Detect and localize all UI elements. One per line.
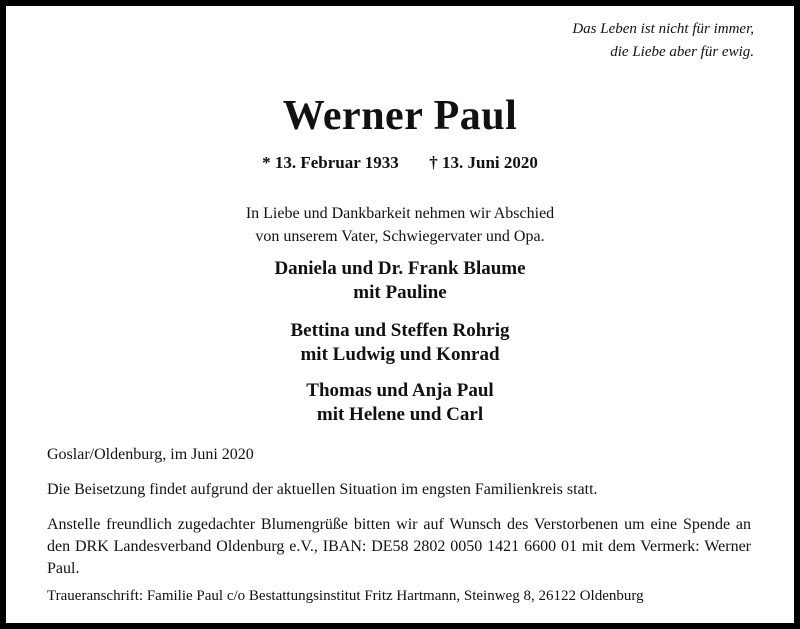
farewell-line-2: von unserem Vater, Schwiegervater und Opa. [255,228,545,245]
donation-note: Anstelle freundlich zugedachter Blumengrüße bitten wir auf Wunsch des Verstorbenen um eine Spende an den DRK Landesverband Oldenburg e.V., IBAN: DE58 2802 0050 1421 6600 01 mit dem Vermerk: Werner Paul. [47,516,751,577]
motto-line-2: die Liebe aber für ewig. [610,44,754,60]
obituary-notice [6,6,794,623]
death-date: 13. Juni 2020 [441,153,538,172]
family-names: Bettina und Steffen Rohrig [290,320,510,341]
deceased-name: Werner Paul [282,93,518,139]
mourning-address: Traueranschrift: Familie Paul c/o Bestattungsinstitut Fritz Hartmann, Steinweg 8, 26122 Oldenburg [47,588,644,604]
farewell-line-1: In Liebe und Dankbarkeit nehmen wir Abschied [245,205,555,222]
farewell-text [6,202,794,248]
family-group [6,319,794,367]
birth-date: 13. Februar 1933 [274,153,399,172]
motto-line-1: Das Leben ist nicht für immer, [572,21,754,37]
family-children: mit Ludwig und Konrad [300,344,500,365]
motto-quote [572,18,754,64]
family-children: mit Helene und Carl [316,404,484,425]
burial-note: Die Beisetzung findet aufgrund der aktuellen Situation im engsten Familienkreis statt. [47,481,598,498]
family-names: Thomas und Anja Paul [306,380,494,401]
birth-star-icon: * [262,153,271,172]
death-cross-icon: † [429,153,438,172]
life-dates [6,152,794,174]
family-names: Daniela und Dr. Frank Blaume [274,258,526,279]
family-group [6,257,794,305]
family-children: mit Pauline [353,282,447,303]
family-group [6,379,794,427]
place-and-date: Goslar/Oldenburg, im Juni 2020 [47,446,254,463]
